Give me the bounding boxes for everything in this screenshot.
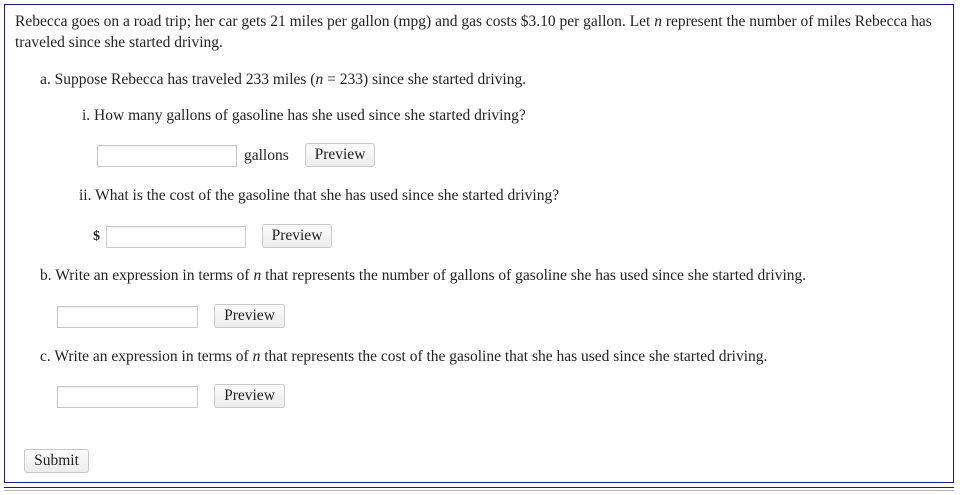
gallons-unit-label: gallons: [244, 147, 289, 164]
part-c-text-2: that represents the cost of the gasoline that she has used since she started driving.: [260, 348, 768, 365]
part-b-variable: n: [253, 267, 262, 284]
intro-text-1: Rebecca goes on a road trip; her car gets 21 miles per gallon (mpg) and gas costs $3.10 per gallon. Let: [15, 13, 655, 30]
preview-button-cost-expression[interactable]: Preview: [214, 384, 285, 408]
gallons-expression-input[interactable]: [57, 306, 198, 328]
preview-button-gallons-expression[interactable]: Preview: [214, 304, 285, 328]
preview-button-gallons[interactable]: Preview: [305, 143, 375, 167]
part-b-label: [40, 265, 806, 286]
question-i-label: i. How many gallons of gasoline has she used since she started driving?: [82, 107, 526, 124]
next-problem-edge: [4, 487, 954, 491]
question-ii-label: ii. What is the cost of the gasoline that she has used since she started driving?: [79, 187, 560, 204]
part-a-variable: n: [315, 71, 324, 88]
part-c-variable: n: [252, 348, 261, 365]
part-c-label: [40, 346, 767, 367]
cost-expression-input[interactable]: [57, 386, 198, 408]
part-a-stem: [40, 69, 526, 90]
intro-text-2: represent the number of miles Rebecca has traveled since she started driving.: [15, 13, 932, 51]
gallons-input[interactable]: [97, 145, 237, 167]
preview-button-cost[interactable]: Preview: [262, 224, 332, 248]
part-b-text-2: that represents the number of gallons of gasoline she has used since she started driving.: [261, 267, 807, 284]
part-b-text-1: b. Write an expression in terms of: [40, 267, 254, 284]
part-c-text-1: c. Write an expression in terms of: [40, 348, 253, 365]
part-a-equation: = 233: [323, 71, 363, 88]
currency-symbol: $: [93, 229, 100, 244]
part-a-text-1: a. Suppose Rebecca has traveled 233 miles (: [40, 71, 316, 88]
problem-intro: [15, 11, 940, 53]
part-a-text-2: ) since she started driving.: [362, 71, 527, 88]
intro-variable: n: [654, 13, 662, 30]
submit-button[interactable]: Submit: [24, 449, 89, 473]
cost-input[interactable]: [106, 226, 246, 248]
